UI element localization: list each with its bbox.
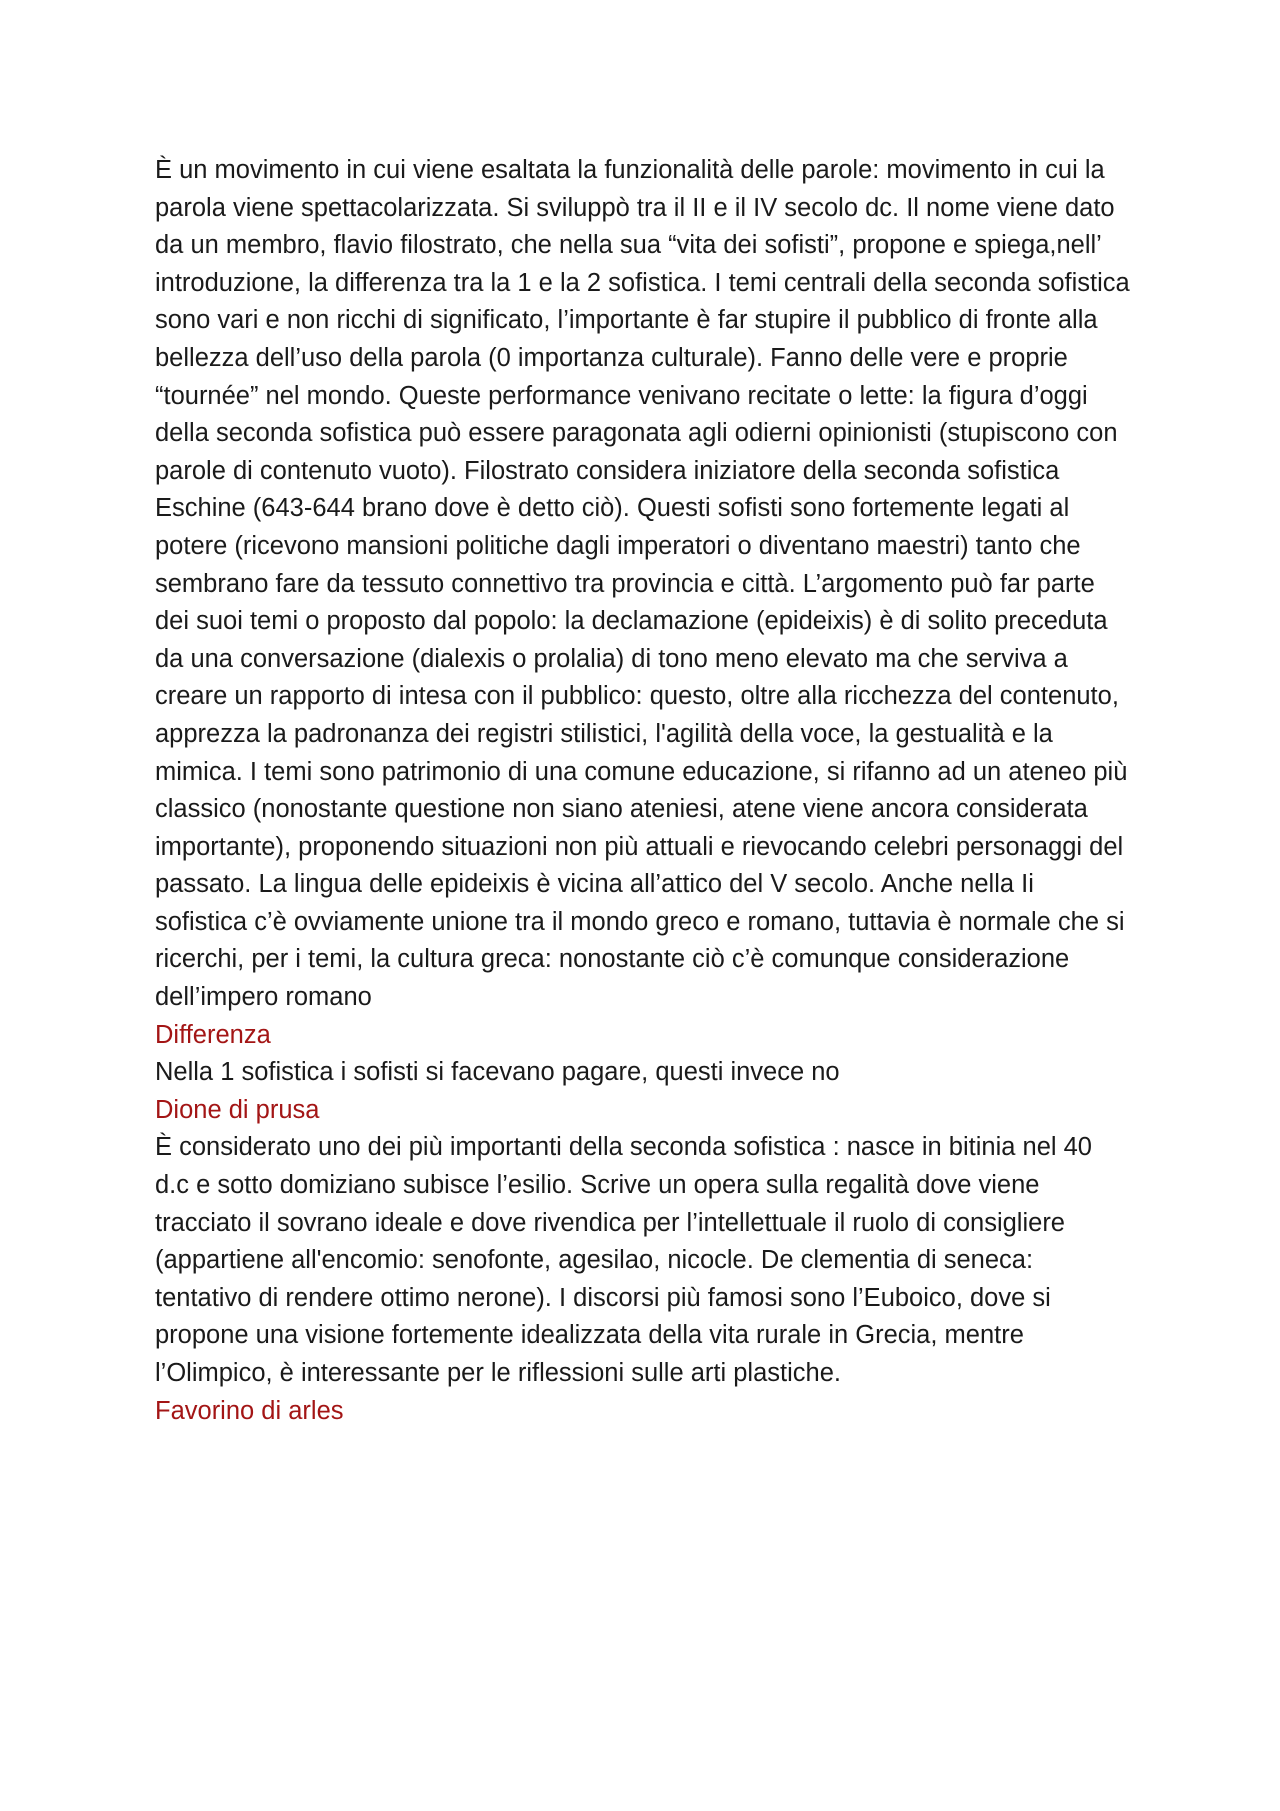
heading-dione-di-prusa: Dione di prusa xyxy=(155,1095,320,1124)
heading-favorino-di-arles: Favorino di arles xyxy=(155,1396,344,1425)
document-body xyxy=(155,152,1130,1430)
intro-paragraph: È un movimento in cui viene esaltata la funzionalità delle parole: movimento in cui la parola viene spettacolarizzata. Si sviluppò tra il II e il IV secolo dc. Il nome viene dato da un membro, flavio filostrato, che nella sua “vita dei sofisti”, propone e spiega,nell’ introduzione, la differenza tra la 1 e la 2 sofistica. I temi centrali della seconda sofistica sono vari e non ricchi di significato, l’importante è far stupire il pubblico di fronte alla bellezza dell’uso della parola (0 importanza culturale). Fanno delle vere e proprie “tournée” nel mondo. Queste performance venivano recitate o lette: la figura d’oggi della seconda sofistica può essere paragonata agli odierni opinionisti (stupiscono con parole di contenuto vuoto). Filostrato considera iniziatore della seconda sofistica Eschine (643-644 brano dove è detto ciò). Questi sofisti sono fortemente legati al potere (ricevono mansioni politiche dagli imperatori o diventano maestri) tanto che sembrano fare da tessuto connettivo tra provincia e città. L’argomento può far parte dei suoi temi o proposto dal popolo: la declamazione (epideixis) è di solito preceduta da una conversazione (dialexis o prolalia) di tono meno elevato ma che serviva a creare un rapporto di intesa con il pubblico: questo, oltre alla ricchezza del contenuto, apprezza la padronanza dei registri stilistici, l'agilità della voce, la gestualità e la mimica. I temi sono patrimonio di una comune educazione, si rifanno ad un ateneo più classico (nonostante questione non siano ateniesi, atene viene ancora considerata importante), proponendo situazioni non più attuali e rievocando celebri personaggi del passato. La lingua delle epideixis è vicina all’attico del V secolo. Anche nella Ii sofistica c’è ovviamente unione tra il mondo greco e romano, tuttavia è normale che si ricerchi, per i temi, la cultura greca: nonostante ciò c’è comunque considerazione dell’impero romano xyxy=(155,156,1130,1012)
differenza-paragraph: Nella 1 sofistica i sofisti si facevano pagare, questi invece no xyxy=(155,1058,840,1087)
heading-differenza: Differenza xyxy=(155,1020,271,1049)
dione-paragraph: È considerato uno dei più importanti della seconda sofistica : nasce in bitinia nel 40 d.c e sotto domiziano subisce l’esilio. Scrive un opera sulla regalità dove viene tracciato il sovrano ideale e dove rivendica per l’intellettuale il ruolo di consigliere (appartiene all'encomio: senofonte, agesilao, nicocle. De clementia di seneca: tentativo di rendere ottimo nerone). I discorsi più famosi sono l’Euboico, dove si propone una visione fortemente idealizzata della vita rurale in Grecia, mentre l’Olimpico, è interessante per le riflessioni sulle arti plastiche. xyxy=(155,1133,1092,1387)
